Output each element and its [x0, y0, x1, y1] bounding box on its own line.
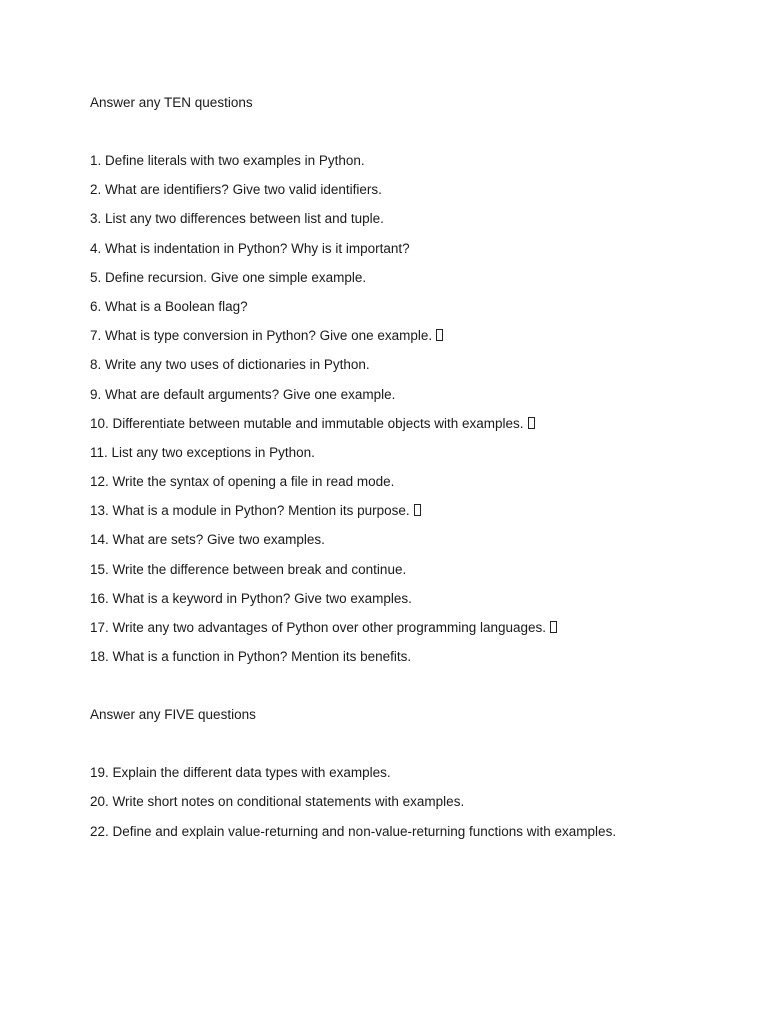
question-item — [90, 822, 730, 841]
question-item — [90, 355, 730, 374]
question-item — [90, 589, 730, 608]
question-item — [90, 763, 730, 782]
question-text: 17. Write any two advantages of Python over other programming languages. — [90, 620, 547, 635]
question-text: 1. Define literals with two examples in Python. — [90, 153, 365, 168]
question-text: 3. List any two differences between list and tuple. — [90, 211, 384, 227]
question-text: 9. What are default arguments? Give one example. — [90, 386, 396, 402]
question-item — [90, 501, 730, 520]
spacer — [90, 112, 730, 151]
question-item — [90, 326, 730, 345]
question-item — [90, 268, 730, 287]
question-text: 5. Define recursion. Give one simple example. — [90, 269, 367, 285]
question-text: 8. Write any two uses of dictionaries in Python. — [90, 357, 370, 373]
question-text: 22. Define and explain value-returning and non-value-returning functions with examples. — [90, 823, 617, 839]
question-item — [90, 297, 730, 316]
question-text: 15. Write the difference between break and continue. — [90, 561, 407, 577]
question-item — [90, 414, 730, 433]
missing-glyph-icon — [528, 417, 535, 429]
question-item — [90, 151, 730, 170]
question-text: 6. What is a Boolean flag? — [90, 298, 248, 314]
question-text: 13. What is a module in Python? Mention its purpose. — [90, 503, 410, 519]
question-item — [90, 647, 730, 666]
question-item — [90, 209, 730, 228]
question-item — [90, 560, 730, 579]
question-text: 4. What is indentation in Python? Why is it important? — [90, 240, 410, 256]
question-item — [90, 385, 730, 404]
section-heading-five: Answer any FIVE questions — [90, 707, 256, 723]
section-heading-ten: Answer any TEN questions — [90, 95, 253, 110]
question-item — [90, 239, 730, 258]
question-item — [90, 530, 730, 549]
spacer — [90, 724, 730, 763]
question-item — [90, 180, 730, 199]
question-text: 7. What is type conversion in Python? Give one example. — [90, 328, 433, 344]
missing-glyph-icon — [436, 329, 443, 341]
question-text: 12. Write the syntax of opening a file in read mode. — [90, 474, 395, 490]
missing-glyph-icon — [550, 621, 557, 633]
question-list-section-2 — [90, 763, 730, 840]
document-page — [90, 93, 730, 841]
question-item — [90, 792, 730, 811]
question-list-section-1 — [90, 151, 730, 666]
question-text: 18. What is a function in Python? Mention its benefits. — [90, 649, 412, 665]
question-item — [90, 618, 730, 637]
spacer — [90, 666, 730, 705]
question-text: 16. What is a keyword in Python? Give two examples. — [90, 590, 412, 606]
question-text: 2. What are identifiers? Give two valid identifiers. — [90, 182, 382, 198]
question-text: 19. Explain the different data types with examples. — [90, 765, 391, 781]
question-text: 14. What are sets? Give two examples. — [90, 532, 325, 548]
question-text: 20. Write short notes on conditional statements with examples. — [90, 794, 465, 810]
missing-glyph-icon — [414, 504, 421, 516]
question-text: 10. Differentiate between mutable and immutable objects with examples. — [90, 415, 524, 431]
question-item — [90, 443, 730, 462]
question-text: 11. List any two exceptions in Python. — [90, 444, 315, 460]
question-item — [90, 472, 730, 491]
